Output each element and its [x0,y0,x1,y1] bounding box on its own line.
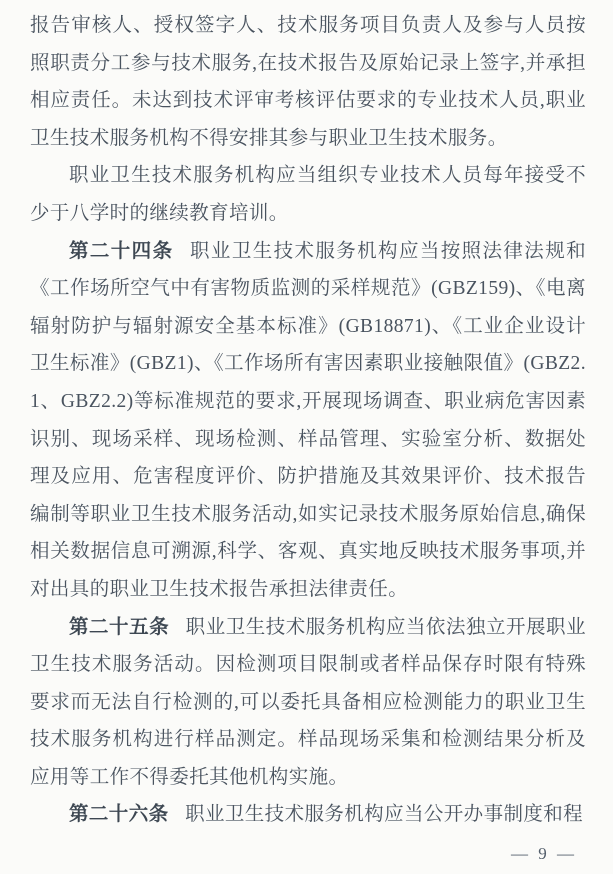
paragraph-text: 职业卫生技术服务机构应当组织专业技术人员每年接受不少于八学时的继续教育培训。 [30,165,586,224]
paragraph-text: 职业卫生技术服务机构应当按照法律法规和《工作场所空气中有害物质监测的采样规范》(GBZ159)、《电离辐射防护与辐射源安全基本标准》(GB18871)、《工业企业设计卫生标准》(GBZ1)、《工作场所有害因素职业接触限值》(GBZ2.1、GBZ2.2)等标准规范的要求,开展现场调查、职业病危害因素识别、现场采样、现场检测、样品管理、实验室分析、数据处理及应用、危害程度评价、防护措施及其效果评价、技术报告编制等职业卫生技术服务活动,如实记录技术服务原始信息,确保相关数据信息可溯源,科学、客观、真实地反映技术服务事项,并对出具的职业卫生技术报告承担法律责任。 [30,240,586,600]
paragraph-continuation [30,7,586,157]
article-26-number: 第二十六条 [69,803,169,826]
page-number: — 9 — [511,844,577,863]
paragraph-text: 职业卫生技术服务机构应当依法独立开展职业卫生技术服务活动。因检测项目限制或者样品保存时限有特殊要求而无法自行检测的,可以委托具备相应检测能力的职业卫生技术服务机构进行样品测定。样品现场采集和检测结果分析及应用等工作不得委托其他机构实施。 [30,616,586,788]
paragraph-article-26 [30,796,586,834]
article-25-number: 第二十五条 [69,615,170,638]
paragraph-article-24 [30,233,586,609]
paragraph-training [30,157,586,232]
document-body [30,7,586,834]
article-24-number: 第二十四条 [69,239,174,262]
paragraph-article-25 [30,609,586,797]
paragraph-text: 报告审核人、授权签字人、技术服务项目负责人及参与人员按照职责分工参与技术服务,在技术报告及原始记录上签字,并承担相应责任。未达到技术评审考核评估要求的专业技术人员,职业卫生技术服务机构不得安排其参与职业卫生技术服务。 [30,15,586,149]
page-footer [511,844,577,864]
paragraph-text: 职业卫生技术服务机构应当公开办事制度和程 [185,804,584,826]
